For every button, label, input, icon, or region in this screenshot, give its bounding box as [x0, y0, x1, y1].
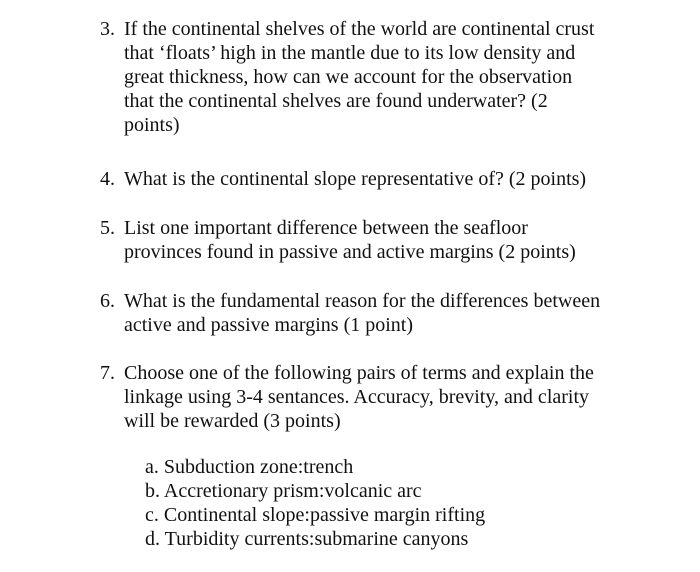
question-number: 7. [100, 362, 115, 384]
option-b: b. Accretionary prism:volcanic arc [145, 480, 422, 502]
question-line: provinces found in passive and active margins (2 points) [124, 241, 576, 263]
question-number: 5. [100, 217, 115, 239]
question-line: that ‘floats’ high in the mantle due to its low density and [124, 42, 576, 64]
question-3 [100, 17, 660, 137]
option-c: c. Continental slope:passive margin rifting [145, 504, 486, 526]
question-text [124, 361, 660, 433]
option-a: a. Subduction zone:trench [145, 456, 354, 478]
question-line: will be rewarded (3 points) [124, 410, 341, 432]
question-7 [100, 361, 660, 433]
question-text [124, 289, 660, 337]
question-line: great thickness, how can we account for the observation [124, 66, 573, 88]
question-line: that the continental shelves are found underwater? (2 [124, 90, 548, 112]
question-line: active and passive margins (1 point) [124, 314, 414, 336]
question-number: 4. [100, 168, 115, 190]
question-line: points) [124, 114, 180, 136]
question-text [124, 17, 660, 137]
question-5 [100, 216, 660, 264]
question-line: linkage using 3-4 sentances. Accuracy, brevity, and clarity [124, 386, 590, 408]
question-4 [100, 167, 660, 191]
question-text [124, 167, 660, 191]
question-line: What is the continental slope representative of? (2 points) [124, 168, 587, 190]
answer-options-list [145, 455, 485, 551]
question-line: List one important difference between the seafloor [124, 217, 528, 239]
question-number: 6. [100, 290, 115, 312]
question-6 [100, 289, 660, 337]
question-line: Choose one of the following pairs of terms and explain the [124, 362, 594, 384]
question-number: 3. [100, 18, 115, 40]
question-line: What is the fundamental reason for the differences between [124, 290, 601, 312]
question-text [124, 216, 660, 264]
question-line: If the continental shelves of the world are continental crust [124, 18, 595, 40]
option-d: d. Turbidity currents:submarine canyons [145, 528, 469, 550]
